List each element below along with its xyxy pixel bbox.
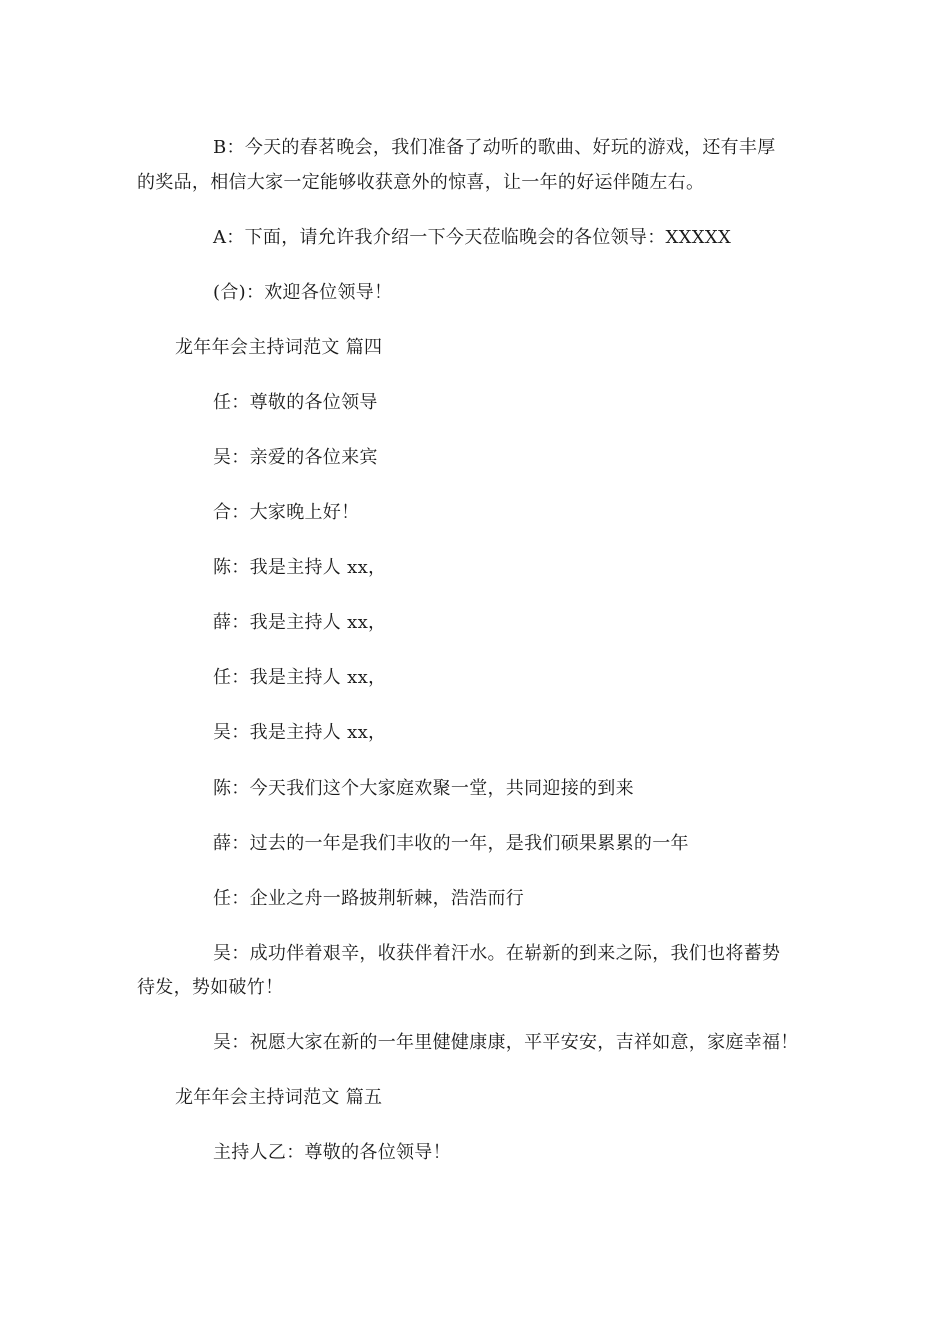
paragraph-a: A：下面，请允许我介绍一下今天莅临晚会的各位领导：XXXXX (213, 227, 732, 248)
paragraph-he: 合：大家晚上好！ (213, 502, 360, 523)
paragraph-host-b: 主持人乙：尊敬的各位领导！ (213, 1142, 451, 1163)
paragraph-wu-3-line-2: 待发，势如破竹！ (137, 977, 284, 998)
paragraph-ren-3: 任：企业之舟一路披荆斩棘，浩浩而行 (213, 888, 525, 909)
paragraph-xue-2: 薛：过去的一年是我们丰收的一年，是我们硕果累累的一年 (213, 833, 689, 854)
paragraph-ren-1: 任：尊敬的各位领导 (213, 392, 378, 413)
paragraph-wu-2: 吴：我是主持人 xx， (213, 722, 387, 743)
paragraph-xue-1: 薛：我是主持人 xx， (213, 612, 387, 633)
paragraph-wu-1: 吴：亲爱的各位来宾 (213, 447, 378, 468)
paragraph-together: (合)：欢迎各位领导！ (213, 282, 393, 303)
paragraph-ren-2: 任：我是主持人 xx， (213, 667, 387, 688)
paragraph-chen-2: 陈：今天我们这个大家庭欢聚一堂，共同迎接的到来 (213, 778, 634, 799)
paragraph-wu-4: 吴：祝愿大家在新的一年里健健康康，平平安安，吉祥如意，家庭幸福！ (213, 1032, 799, 1053)
section-heading-5: 龙年年会主持词范文 篇五 (175, 1087, 383, 1108)
section-heading-4: 龙年年会主持词范文 篇四 (175, 337, 383, 358)
paragraph-b-line-2: 的奖品，相信大家一定能够收获意外的惊喜，让一年的好运伴随左右。 (137, 172, 705, 193)
paragraph-wu-3-line-1: 吴：成功伴着艰辛，收获伴着汗水。在崭新的到来之际，我们也将蓄势 (213, 943, 781, 964)
paragraph-chen-1: 陈：我是主持人 xx， (213, 557, 387, 578)
paragraph-b-line-1: B：今天的春茗晚会，我们准备了动听的歌曲、好玩的游戏，还有丰厚 (213, 137, 776, 158)
